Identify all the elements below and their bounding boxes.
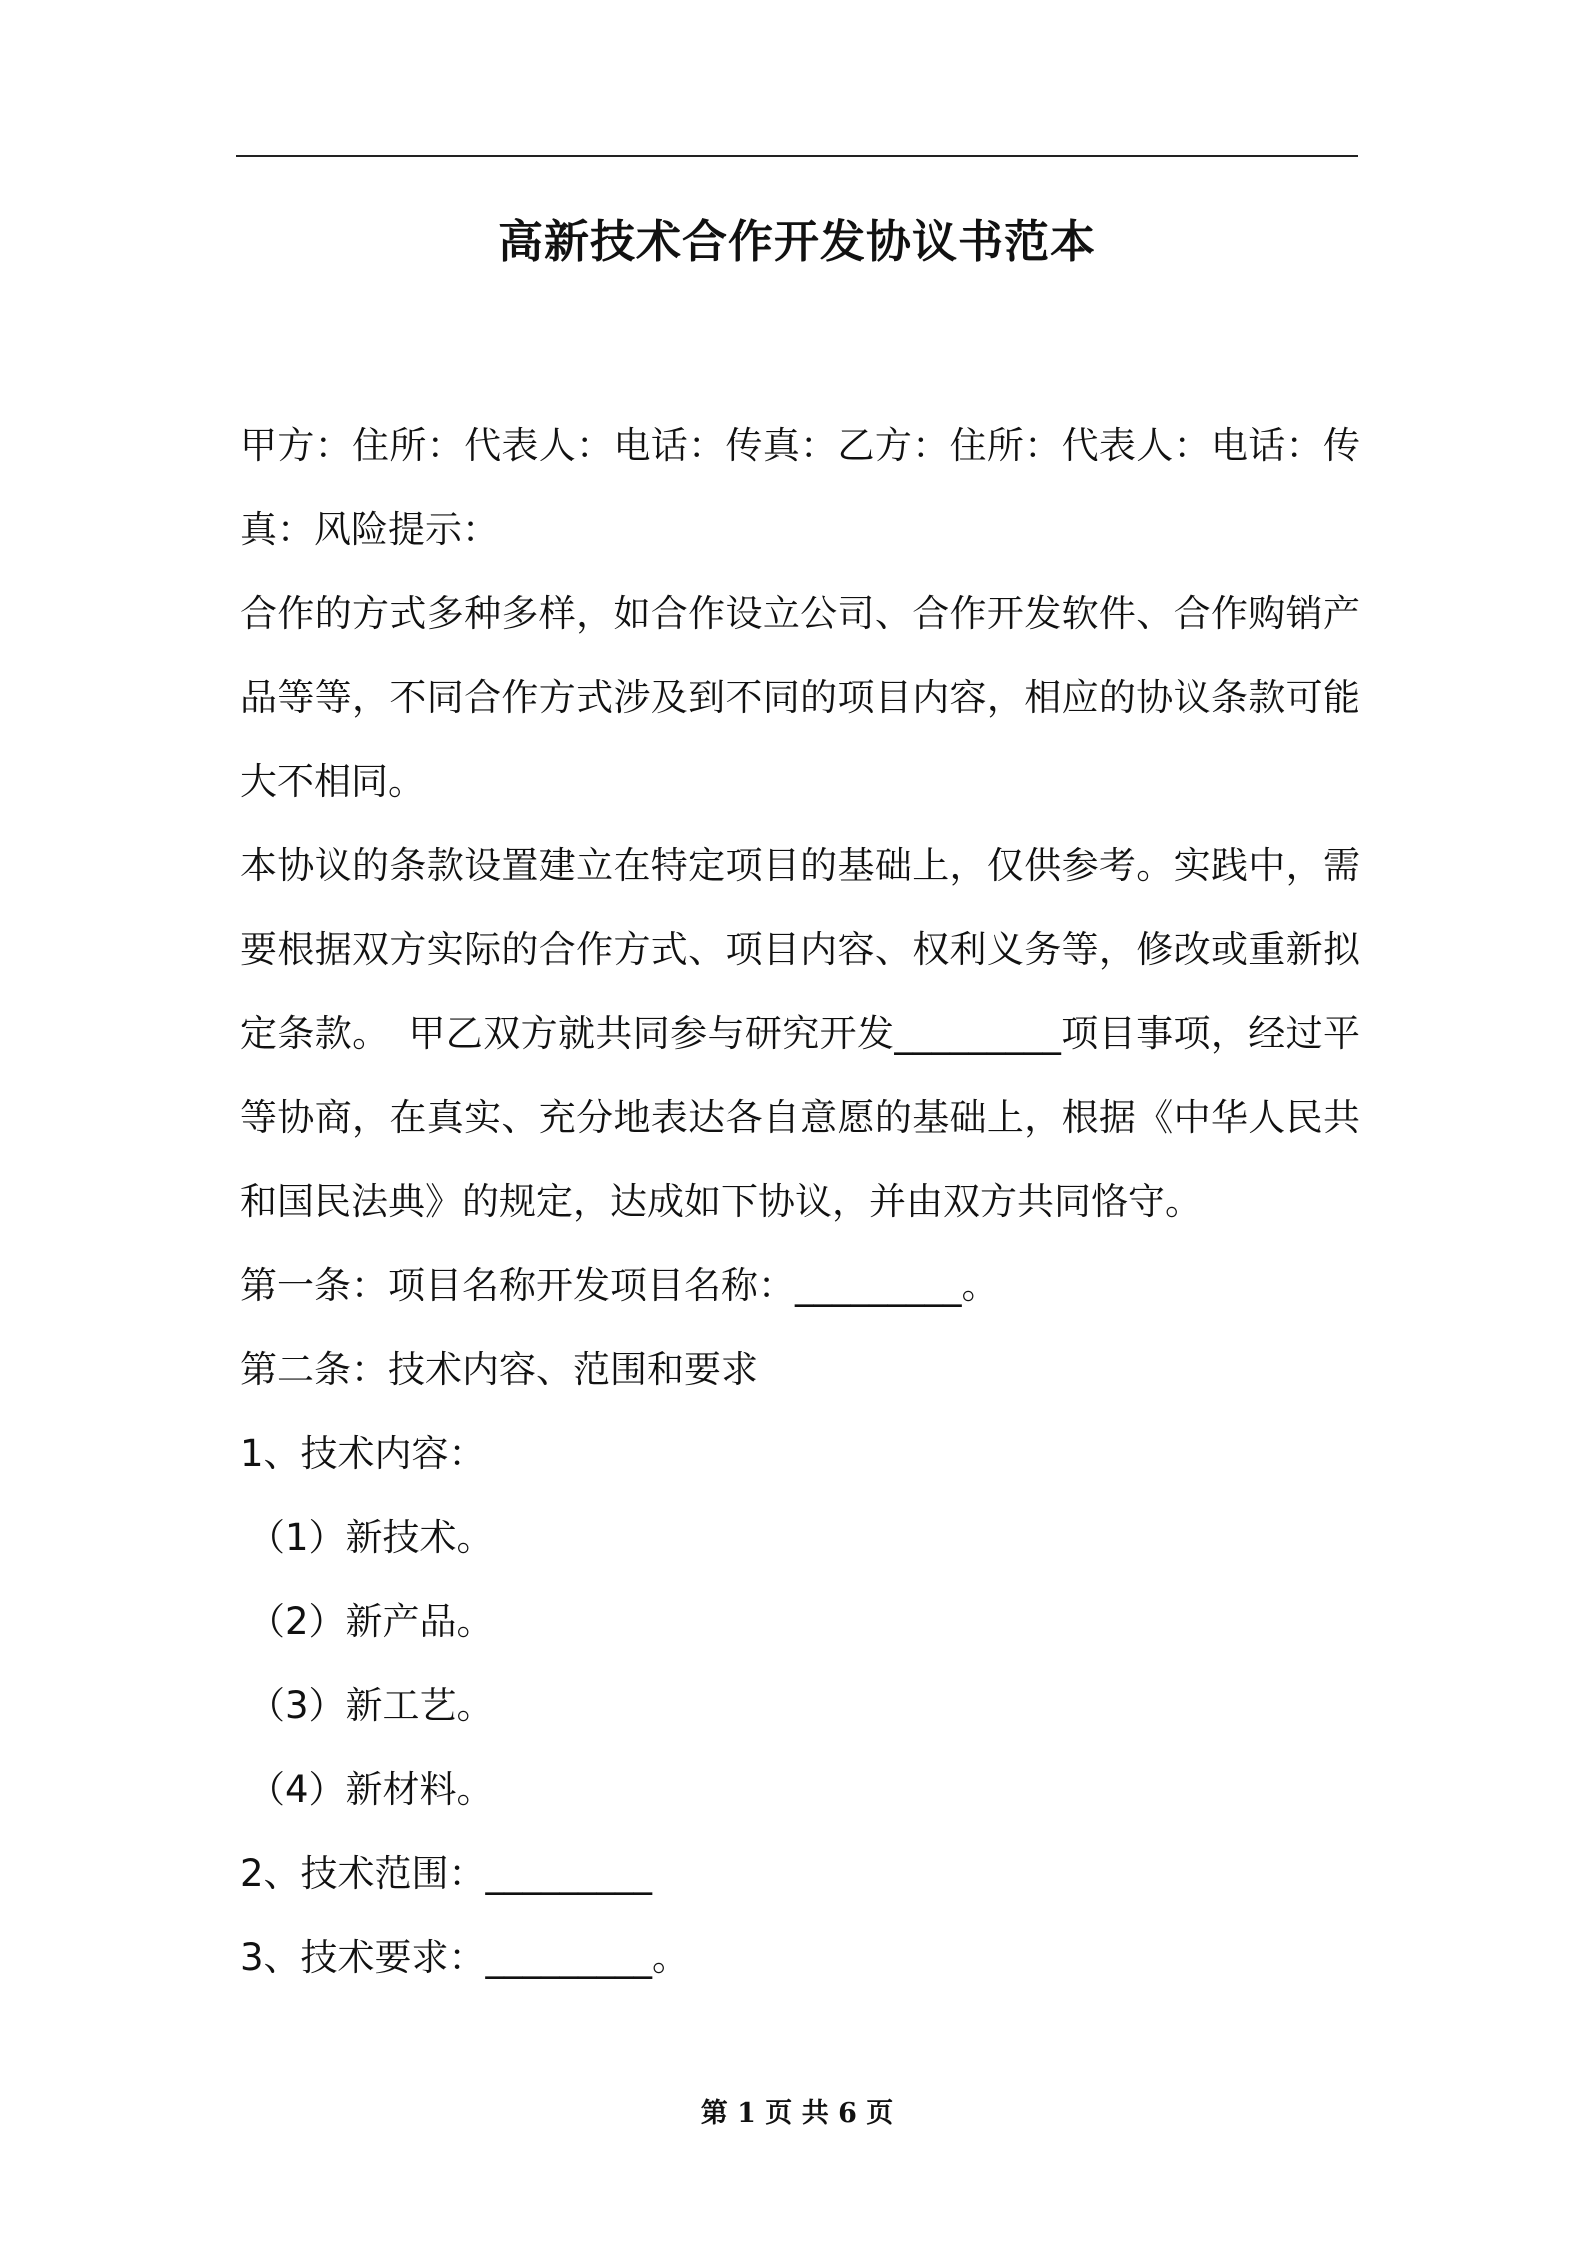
list-item: （4）新材料。 [248,1768,494,1811]
tech-scope: 2、技术范围：_________ [240,1852,653,1895]
document-title: 高新技术合作开发协议书范本 [497,215,1096,268]
list-item: （1）新技术。 [248,1516,494,1559]
article-2-heading: 第二条：技术内容、范围和要求 [240,1348,758,1391]
preamble-paragraph: 本协议的条款设置建立在特定项目的基础上，仅供参考。实践中，需要根据双方实际的合作方式、项目内容、权利义务等，修改或重新拟定条款。 甲乙双方就共同参与研究开发_________项目事项，经过平等协商，在真实、充分地表达各自意愿的基础上，根据《中华人民共和国民法典》的规定，达成如下协议，并由双方共同恪守。 [240,844,1360,1223]
tech-content-heading: 1、技术内容： [240,1432,486,1475]
list-item: （2）新产品。 [248,1600,494,1643]
header-rule [236,155,1358,157]
document-body [240,404,1360,2000]
page-number-footer: 第 1 页 共 6 页 [700,2098,894,2129]
tech-requirements: 3、技术要求：_________。 [240,1936,690,1979]
risk-notice-paragraph: 合作的方式多种多样，如合作设立公司、合作开发软件、合作购销产品等等，不同合作方式涉及到不同的项目内容，相应的协议条款可能大不相同。 [240,592,1360,803]
parties-paragraph: 甲方：住所：代表人：电话：传真：乙方：住所：代表人：电话：传真：风险提示： [240,424,1360,551]
list-item: （3）新工艺。 [248,1684,494,1727]
article-1: 第一条：项目名称开发项目名称：_________。 [240,1264,999,1307]
